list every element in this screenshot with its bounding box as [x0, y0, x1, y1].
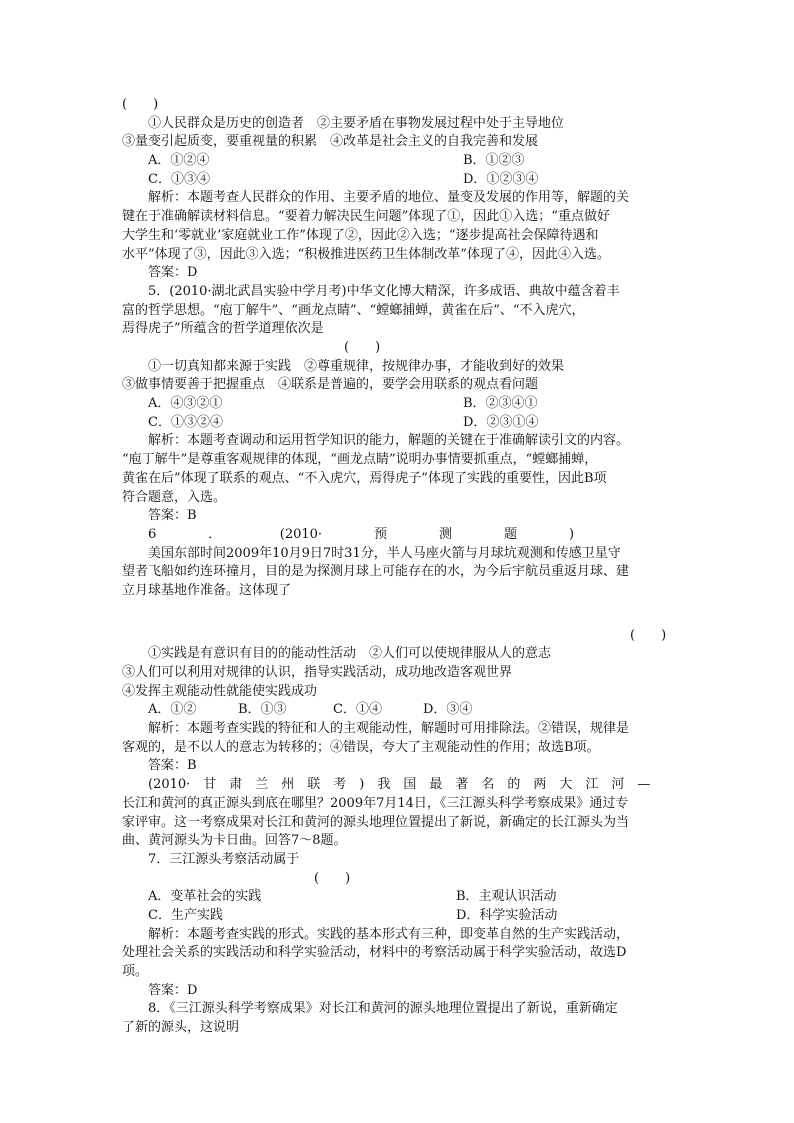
statement-line: ①一切真知都来源于实践 ②尊重规律，按规律办事，才能收到好的效果	[148, 358, 565, 374]
analysis-line: 解析：本题考查实践的特征和人的主观能动性，解题时可用排除法。②错误，规律是	[148, 721, 630, 737]
options-row	[122, 395, 670, 414]
question-6-header: 6 ． (2010· 预 测 题 )	[148, 526, 575, 542]
statement-line: ③人们可以利用对规律的认识，指导实践活动，成功地改造客观世界	[122, 665, 513, 680]
option-c: C．①③②④	[148, 414, 223, 430]
options-row	[122, 171, 670, 190]
analysis-line: 大学生和‘零就业’家庭就业工作”体现了②，因此②入选；“逐步提高社会保障待遇和	[122, 227, 599, 243]
analysis-line: 键在于准确解读材料信息。“要着力解决民生问题”体现了①，因此①入选；“重点做好	[122, 209, 610, 225]
question-6-stem: 美国东部时间2009年10月9日7时31分，半人马座火箭与月球坑观测和传感卫星守	[148, 545, 621, 561]
answer-line: 答案：B	[148, 508, 197, 524]
options-row	[122, 152, 670, 171]
analysis-line: 客观的，是不以人的意志为转移的；④错误，夸大了主观能动性的作用；故选B项。	[122, 739, 600, 755]
options-row	[122, 907, 670, 926]
question-5-stem: 焉得虎子”所蕴含的哲学道理依次是	[122, 321, 324, 337]
option-c: C．①③④	[148, 171, 210, 187]
analysis-line: 解析：本题考查调动和运用哲学知识的能力，解题的关键在于准确解读引文的内容。	[148, 433, 630, 449]
option-b: B．②③④①	[463, 396, 538, 412]
question-5-stem: 5．(2010·湖北武昌实验中学月考)中华文化博大精深，许多成语、典故中蕴含着丰	[148, 283, 620, 299]
option-a: A．①②	[148, 702, 197, 718]
options-row	[122, 888, 670, 907]
question-8-stem: 8．《三江源头科学考察成果》对长江和黄河的源头地理位置提出了新说，重新确定	[148, 1001, 618, 1017]
question-6-stem: 望者飞船如约连环撞月，目的是为探测月球上可能存在的水，为今后宇航员重返月球、建	[122, 564, 630, 580]
answer-paren: ( )	[314, 870, 351, 886]
options-row	[122, 701, 670, 720]
material-line: 曲、黄河源头为卡日曲。回答7～8题。	[122, 833, 347, 849]
option-a: A．变革社会的实践	[148, 889, 262, 905]
answer-line: 答案：B	[148, 758, 197, 774]
material-line: 家评审。这一考察成果对长江和黄河的源头地理位置提出了新说，新确定的长江源头为当	[122, 814, 630, 830]
material-header: (2010· 甘 肃 兰 州 联 考 ) 我 国 最 著 名 的 两 大 江 河 —	[148, 777, 651, 793]
statement-line: ③量变引起质变，要重视量的积累 ④改革是社会主义的自我完善和发展	[122, 134, 539, 150]
analysis-line: 黄雀在后”体现了联系的观点、“不入虎穴，焉得虎子”体现了实践的重要性，因此B项	[122, 470, 607, 486]
option-a: A．①②④	[148, 153, 210, 169]
answer-paren: ( )	[122, 97, 159, 112]
answer-line: 答案：D	[148, 265, 198, 281]
statement-line: ③做事情要善于把握重点 ④联系是普遍的，要学会用联系的观点看问题	[122, 377, 539, 393]
option-d: D．①②③④	[463, 171, 539, 187]
analysis-line: 解析：本题考查实践的形式。实践的基本形式有三种，即变革自然的生产实践活动，	[148, 926, 630, 942]
statement-line: ④发挥主观能动性就能使实践成功	[122, 683, 318, 699]
answer-line: 答案：D	[148, 982, 198, 998]
question-8-stem: 了新的源头，这说明	[122, 1020, 240, 1036]
question-7-stem: 7．三江源头考察活动属于	[148, 851, 300, 867]
material-line: 长江和黄河的真正源头到底在哪里？2009年7月14日，《三江源头科学考察成果》通过专	[122, 795, 629, 811]
analysis-line: 处理社会关系的实践活动和科学实验活动，材料中的考察活动属于科学实验活动，故选D	[122, 945, 627, 961]
option-a: A．④③②①	[148, 396, 223, 412]
analysis-line: 项。	[122, 964, 149, 980]
option-d: D．②③①④	[463, 414, 539, 430]
option-b: B．①②③	[463, 153, 525, 169]
option-c: C．生产实践	[148, 907, 223, 923]
blank-space	[122, 601, 670, 627]
analysis-line: 解析：本题考查人民群众的作用、主要矛盾的地位、量变及发展的作用等，解题的关	[148, 190, 630, 206]
statement-line: ①人民群众是历史的创造者 ②主要矛盾在事物发展过程中处于主导地位	[148, 115, 565, 131]
statement-line: ①实践是有意识有目的的能动性活动 ②人们可以使规律服从人的意志	[148, 646, 552, 662]
option-d: D．科学实验活动	[456, 907, 558, 923]
analysis-line: “庖丁解牛”是尊重客观规律的体现，“画龙点睛”说明办事情要抓重点，“螳螂捕蝉，	[122, 452, 598, 468]
option-b: B．主观认识活动	[456, 889, 557, 905]
option-c: C．①④	[333, 702, 382, 718]
option-b: B．①③	[238, 702, 287, 718]
option-d: D．③④	[423, 702, 473, 718]
question-6-stem: 立月球基地作准备。这体现了	[122, 582, 292, 598]
document-page	[122, 96, 670, 1038]
options-row	[122, 414, 670, 433]
answer-paren: ( )	[630, 627, 667, 643]
analysis-line: 水平”体现了③，因此③入选；“积极推进医药卫生体制改革”体现了④，因此④入选。	[122, 246, 610, 262]
answer-paren: ( )	[344, 339, 381, 355]
analysis-line: 符合题意，入选。	[122, 489, 227, 505]
question-5-stem: 富的哲学思想。“庖丁解牛”、“画龙点睛”、“螳螂捕蝉，黄雀在后”、“不入虎穴，	[122, 302, 585, 318]
